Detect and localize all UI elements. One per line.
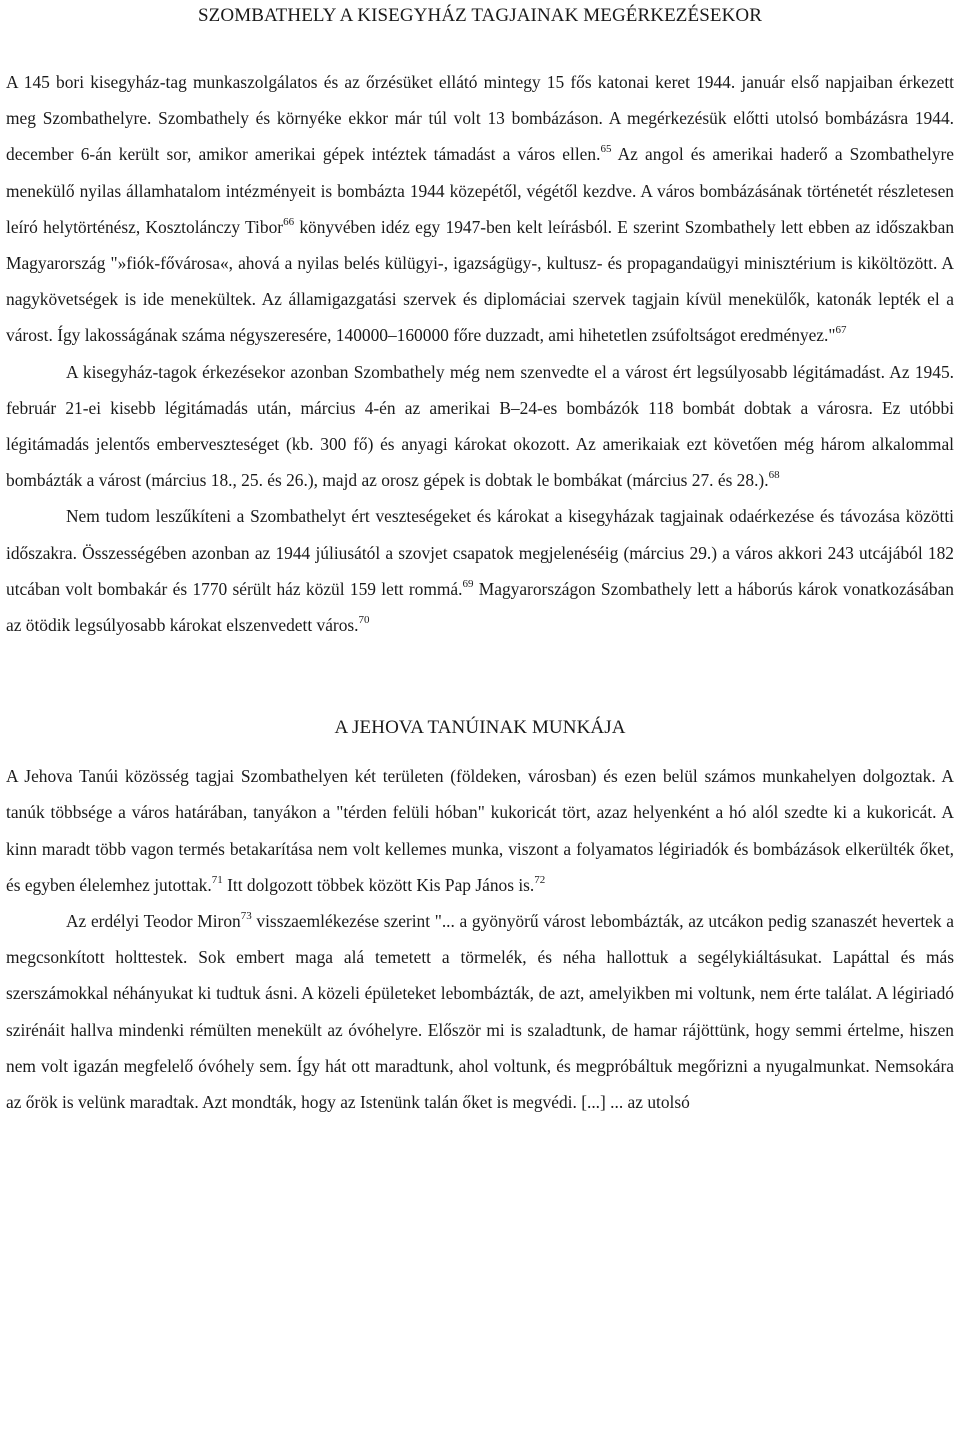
section-title-arrival: SZOMBATHELY A KISEGYHÁZ TAGJAINAK MEGÉRKEZÉSEKOR: [198, 5, 762, 26]
paragraph-text: Itt dolgozott többek között Kis Pap János is.: [222, 874, 535, 895]
footnote-ref[interactable]: 73: [240, 910, 252, 923]
section-title-jehova-work: A JEHOVA TANÚINAK MUNKÁJA: [334, 717, 626, 739]
footnote-ref[interactable]: 65: [600, 143, 612, 156]
paragraph-text: Magyarországon Szombathely lett a háborús károk vonatkozásában az ötödik legsúlyosabb károkat elszenvedett város.: [6, 578, 954, 636]
paragraph-text: Az angol és amerikai haderő a Szombathelyre menekülő nyilas államhatalom intézményeit is bombázta 1944 közepétől, végétől kezdve. A város bombázásának történetét részletesen leíró helytörténész, Kosztolánczy Tibor: [6, 144, 954, 237]
paragraph: [6, 903, 954, 1120]
paragraph-text: könyvében idéz egy 1947-ben kelt leírásból. E szerint Szombathely lett ebben az időszakban Magyarország "»fiók-fővárosa«, ahová a nyilas belés külügyi-, igazságügy-, kultusz- és propagandaügyi minisztérium is kiköltözött. A nagykövetségek is ide menekültek. Az államigazgatási szervek és diplomáciai szervek tagjain kívül menekülők, katonák lepték el a várost. Így lakosságának száma négyszeresére, 140000–160000 főre duzzadt, ami hihetetlen zsúfoltságot eredményez.": [6, 216, 955, 346]
paragraph-text: Nem tudom leszűkíteni a Szombathelyt ért veszteségeket és károkat a kisegyházak tagjainak odaérkezése és távozása közötti időszakra. Összességében azonban az 1944 júliusától a szovjet csapatok megjelenéséig (március 29.) a város akkori 243 utcájából 182 utcában volt bombakár és 1770 sérült ház közül 159 lett rommá.: [6, 506, 954, 599]
footnote-ref[interactable]: 70: [358, 614, 370, 627]
paragraph: [6, 758, 954, 903]
section-body-jehova-work: [6, 758, 954, 1120]
footnote-ref[interactable]: 67: [835, 324, 847, 337]
paragraph: [6, 354, 954, 499]
section-body-arrival: [6, 64, 954, 643]
paragraph: [6, 64, 954, 354]
paragraph: [6, 498, 954, 643]
paragraph-text: visszaemlékezése szerint "... a gyönyörű várost lebombázták, az utcákon pedig szanaszét hevertek a megcsonkított holttestek. Sok embert maga alá temetett a törmelék, és néha hallottuk a segélykiáltásukat. Lapáttal és más szerszámokkal néhányukat ki tudtuk ásni. A közeli épületeket lebombázták, de azt, amelyikben mi voltunk, nem érte találat. A légiriadó szirénáit hallva mindenki rémülten menekült az óvóhelyre. Először mi is szaladtunk, de hamar rájöttünk, hogy semmi értelme, hiszen nem volt igazán megfelelő óvóhely sem. Így hát ott maradtunk, ahol voltunk, és megpróbáltuk megőrizni a nyugalmunkat. Nemsokára az őrök is velünk maradtak. Azt mondták, hogy az Istenünk talán őket is megvédi. [...] ... az utolsó: [6, 911, 954, 1113]
footnote-ref[interactable]: 68: [768, 469, 780, 482]
paragraph-text: A 145 bori kisegyház-tag munkaszolgálatos és az őrzésüket ellátó mintegy 15 fős katonai keret 1944. január első napjaiban érkezett meg Szombathelyre. Szombathely és környéke ekkor már túl volt 13 bombázáson. A megérkezésük előtti utolsó bombázásra 1944. december 6-án került sor, amikor amerikai gépek intéztek támadást a város ellen.: [6, 72, 954, 165]
paragraph-text: A kisegyház-tagok érkezésekor azonban Szombathely még nem szenvedte el a várost ért legsúlyosabb légitámadást. Az 1945. február 21-ei kisebb légitámadás után, március 4-én az amerikai B–24-es bombázók 118 bombát dobtak a városra. Ez utóbbi légitámadás jelentős emberveszteséget (kb. 300 fő) és anyagi károkat okozott. Az amerikaiak ezt követően még három alkalommal bombázták a várost (március 18., 25. és 26.), majd az orosz gépek is dobtak le bombákat (március 27. és 28.).: [6, 361, 954, 491]
footnote-ref[interactable]: 66: [283, 215, 295, 228]
footnote-ref[interactable]: 71: [211, 873, 223, 886]
footnote-ref[interactable]: 69: [462, 577, 474, 590]
paragraph-text: A Jehova Tanúi közösség tagjai Szombathelyen két területen (földeken, városban) és ezen belül számos munkahelyen dolgoztak. A tanúk többsége a város határában, tanyákon a "térden felüli hóban" kukoricát tört, azaz helyenként a hó alól szedte ki a kukoricát. A kinn maradt több vagon termés betakarítása nem volt kellemes munka, viszont a folyamatos légiriadók és bombázások elkerülték őket, és egyben élelemhez jutottak.: [6, 766, 954, 895]
footnote-ref[interactable]: 72: [534, 873, 546, 886]
paragraph-text: Az erdélyi Teodor Miron: [66, 911, 241, 932]
